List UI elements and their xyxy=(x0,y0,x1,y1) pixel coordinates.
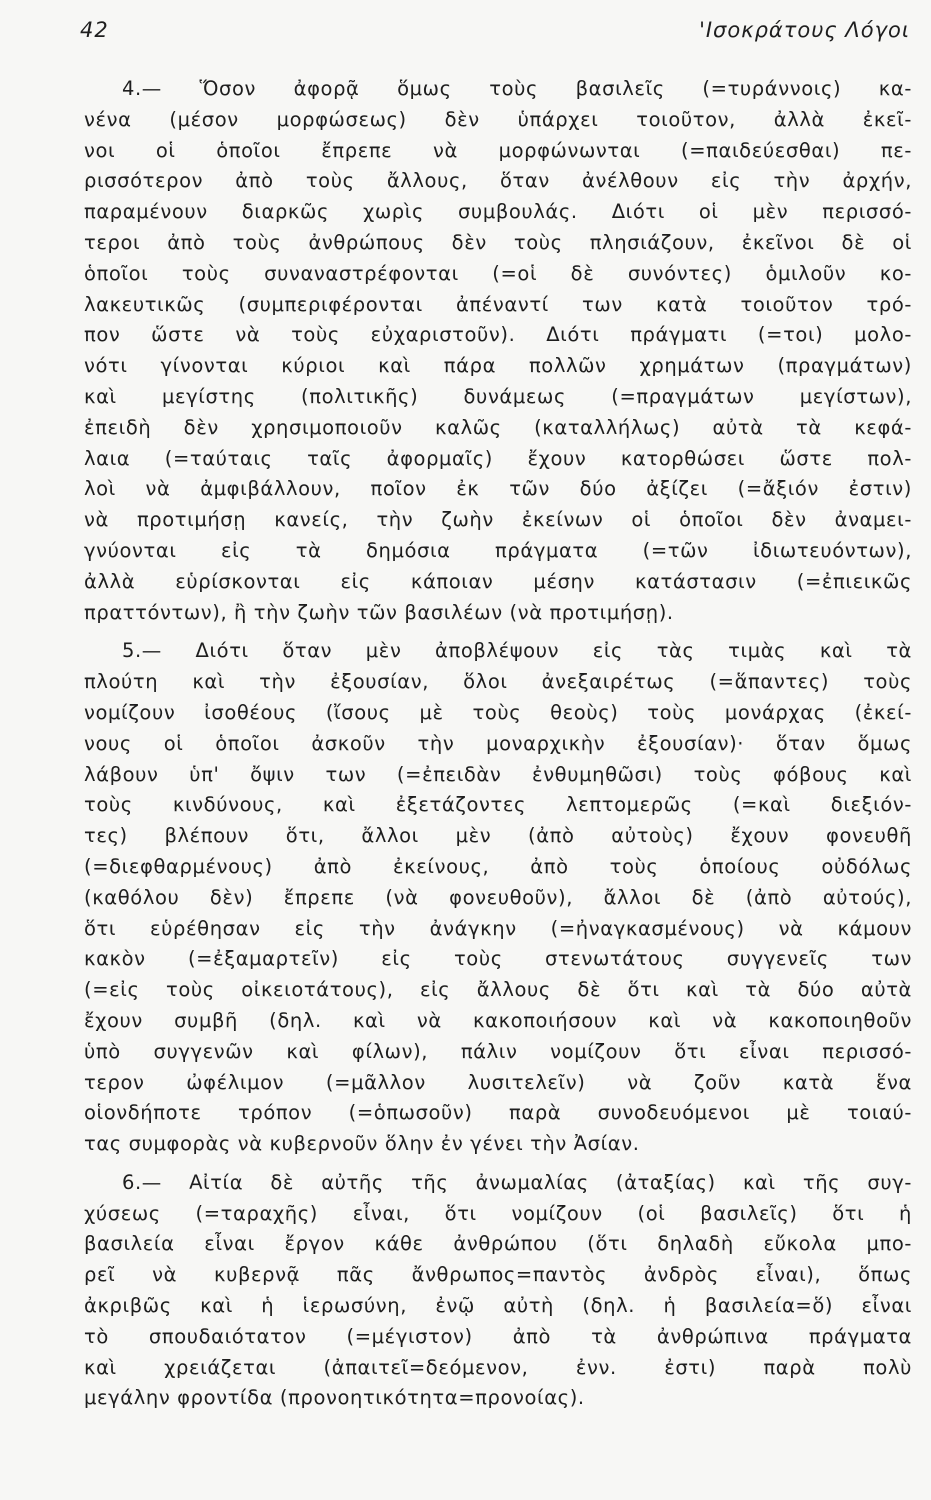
text-line: ἔχουν συμβῆ (δηλ. καὶ νὰ κακοποιήσουν καὶ νὰ κακοποιηθοῦν xyxy=(84,1008,912,1032)
text-line: τες) βλέπουν ὅτι, ἄλλοι μὲν (ἀπὸ αὐτοὺς) ἔχουν φονευθῆ xyxy=(84,824,912,848)
text-line: λάβουν ὑπ' ὄψιν των (=ἐπειδὰν ἐνθυμηθῶσι) τοὺς φόβους καὶ xyxy=(84,762,912,786)
text-line: (=διεφθαρμένους) ἀπὸ ἐκείνους, ἀπὸ τοὺς ὁποίους οὐδόλως xyxy=(84,854,912,878)
text-line: λαια (=ταύταις ταῖς ἀφορμαῖς) ἔχουν κατορθώσει ὥστε πολ- xyxy=(84,446,912,470)
text-line: νοι οἱ ὁποῖοι ἔπρεπε νὰ μορφώνωνται (=παιδεύεσθαι) πε- xyxy=(84,138,912,162)
text-line: ἐπειδὴ δὲν χρησιμοποιοῦν καλῶς (καταλλήλως) αὐτὰ τὰ κεφά- xyxy=(84,415,912,439)
text-line: νότι γίνονται κύριοι καὶ πάρα πολλῶν χρημάτων (πραγμάτων) xyxy=(84,354,912,378)
text-line: ὑπὸ συγγενῶν καὶ φίλων), πάλιν νομίζουν ὅτι εἶναι περισσό- xyxy=(84,1039,912,1063)
running-title: 'Ισοκράτους Λόγοι xyxy=(699,18,910,42)
text-line: νομίζουν ἰσοθέους (ἴσους μὲ τοὺς θεοὺς) τοὺς μονάρχας (ἐκεί- xyxy=(84,700,912,724)
paragraph xyxy=(84,636,912,1160)
text-line: βασιλεία εἶναι ἔργον κάθε ἀνθρώπου (ὅτι δηλαδὴ εὔκολα μπο- xyxy=(84,1232,912,1256)
text-line: πον ὥστε νὰ τοὺς εὐχαριστοῦν). Διότι πράγματι (=τοι) μολο- xyxy=(84,323,912,347)
text-line: λακευτικῶς (συμπεριφέρονται ἀπέναντί των κατὰ τοιοῦτον τρό- xyxy=(84,292,912,316)
text-line: ἀλλὰ εὑρίσκονται εἰς κάποιαν μέσην κατάστασιν (=ἐπιεικῶς xyxy=(84,569,912,593)
text-line: πραττόντων), ἢ τὴν ζωὴν τῶν βασιλέων (νὰ προτιμήσῃ). xyxy=(84,600,674,624)
text-line: κακὸν (=ἐξαμαρτεῖν) εἰς τοὺς στενωτάτους συγγενεῖς των xyxy=(84,947,912,971)
text-line: (=εἰς τοὺς οἰκειοτάτους), εἰς ἄλλους δὲ ὅτι καὶ τὰ δύο αὐτὰ xyxy=(84,978,912,1002)
text-line: 4.— Ὅσον ἀφορᾷ ὅμως τοὺς βασιλεῖς (=τυράννοις) κα- xyxy=(122,77,912,100)
text-line: καὶ μεγίστης (πολιτικῆς) δυνάμεως (=πραγμάτων μεγίστων), xyxy=(84,384,912,408)
text-line: νὰ προτιμήσῃ κανείς, τὴν ζωὴν ἐκείνων οἱ ὁποῖοι δὲν ἀναμει- xyxy=(84,508,912,532)
text-line: ὁποῖοι τοὺς συναναστρέφονται (=οἱ δὲ συνόντες) ὁμιλοῦν κο- xyxy=(84,261,912,285)
text-line: ρισσότερον ἀπὸ τοὺς ἄλλους, ὅταν ἀνέλθουν εἰς τὴν ἀρχήν, xyxy=(84,169,912,193)
text-line: παραμένουν διαρκῶς χωρὶς συμβουλάς. Διότι οἱ μὲν περισσό- xyxy=(84,200,912,224)
page-number: 42 xyxy=(80,18,109,42)
text-line: 5.— Διότι ὅταν μὲν ἀποβλέψουν εἰς τὰς τιμὰς καὶ τὰ xyxy=(122,639,912,663)
paragraph xyxy=(84,1168,912,1414)
text-line: λοὶ νὰ ἀμφιβάλλουν, ποῖον ἐκ τῶν δύο ἀξίζει (=ἄξιόν ἐστιν) xyxy=(84,477,912,501)
paragraph xyxy=(84,74,912,628)
text-line: τας συμφορὰς νὰ κυβερνοῦν ὅλην ἐν γένει τὴν Ἀσίαν. xyxy=(84,1132,640,1156)
text-line: καὶ χρειάζεται (ἀπαιτεῖ=δεόμενον, ἐνν. ἐστι) παρὰ πολὺ xyxy=(84,1355,912,1379)
text-line: τὸ σπουδαιότατον (=μέγιστον) ἀπὸ τὰ ἀνθρώπινα πράγματα xyxy=(84,1324,912,1348)
page-header xyxy=(80,18,910,52)
text-line: τεροι ἀπὸ τοὺς ἀνθρώπους δὲν τοὺς πλησιάζουν, ἐκεῖνοι δὲ οἱ xyxy=(84,230,912,254)
text-line: μεγάλην φροντίδα (προνοητικότητα=προνοίας). xyxy=(84,1386,585,1410)
text-line: γνύονται εἰς τὰ δημόσια πράγματα (=τῶν ἰδιωτευόντων), xyxy=(84,538,912,562)
text-line: ρεῖ νὰ κυβερνᾷ πᾶς ἄνθρωπος=παντὸς ἀνδρὸς εἶναι), ὅπως xyxy=(84,1263,912,1287)
text-line: τοὺς κινδύνους, καὶ ἐξετάζοντες λεπτομερῶς (=καὶ διεξιόν- xyxy=(84,793,912,817)
text-line: (καθόλου δὲν) ἔπρεπε (νὰ φονευθοῦν), ἄλλοι δὲ (ἀπὸ αὐτούς), xyxy=(84,885,912,909)
text-line: νους οἱ ὁποῖοι ἀσκοῦν τὴν μοναρχικὴν ἐξουσίαν)· ὅταν ὅμως xyxy=(84,731,912,755)
text-line: ἀκριβῶς καὶ ἡ ἱερωσύνη, ἐνῷ αὐτὴ (δηλ. ἡ βασιλεία=ὅ) εἶναι xyxy=(84,1294,912,1318)
text-line: ὅτι εὑρέθησαν εἰς τὴν ἀνάγκην (=ἠναγκασμένους) νὰ κάμουν xyxy=(84,916,912,940)
text-line: πλούτη καὶ τὴν ἐξουσίαν, ὅλοι ἀνεξαιρέτως (=ἅπαντες) τοὺς xyxy=(84,670,912,694)
text-line: 6.— Αἰτία δὲ αὐτῆς τῆς ἀνωμαλίας (ἀταξίας) καὶ τῆς συγ- xyxy=(122,1170,912,1194)
text-line: νένα (μέσον μορφώσεως) δὲν ὑπάρχει τοιοῦτον, ἀλλὰ ἐκεῖ- xyxy=(84,107,912,131)
text-line: οἱονδήποτε τρόπον (=ὁπωσοῦν) παρὰ συνοδευόμενοι μὲ τοιαύ- xyxy=(84,1101,912,1125)
text-line: τερον ὠφέλιμον (=μᾶλλον λυσιτελεῖν) νὰ ζοῦν κατὰ ἕνα xyxy=(84,1070,912,1094)
text-line: χύσεως (=ταραχῆς) εἶναι, ὅτι νομίζουν (οἱ βασιλεῖς) ὅτι ἡ xyxy=(84,1201,912,1225)
text-body xyxy=(84,74,912,1414)
